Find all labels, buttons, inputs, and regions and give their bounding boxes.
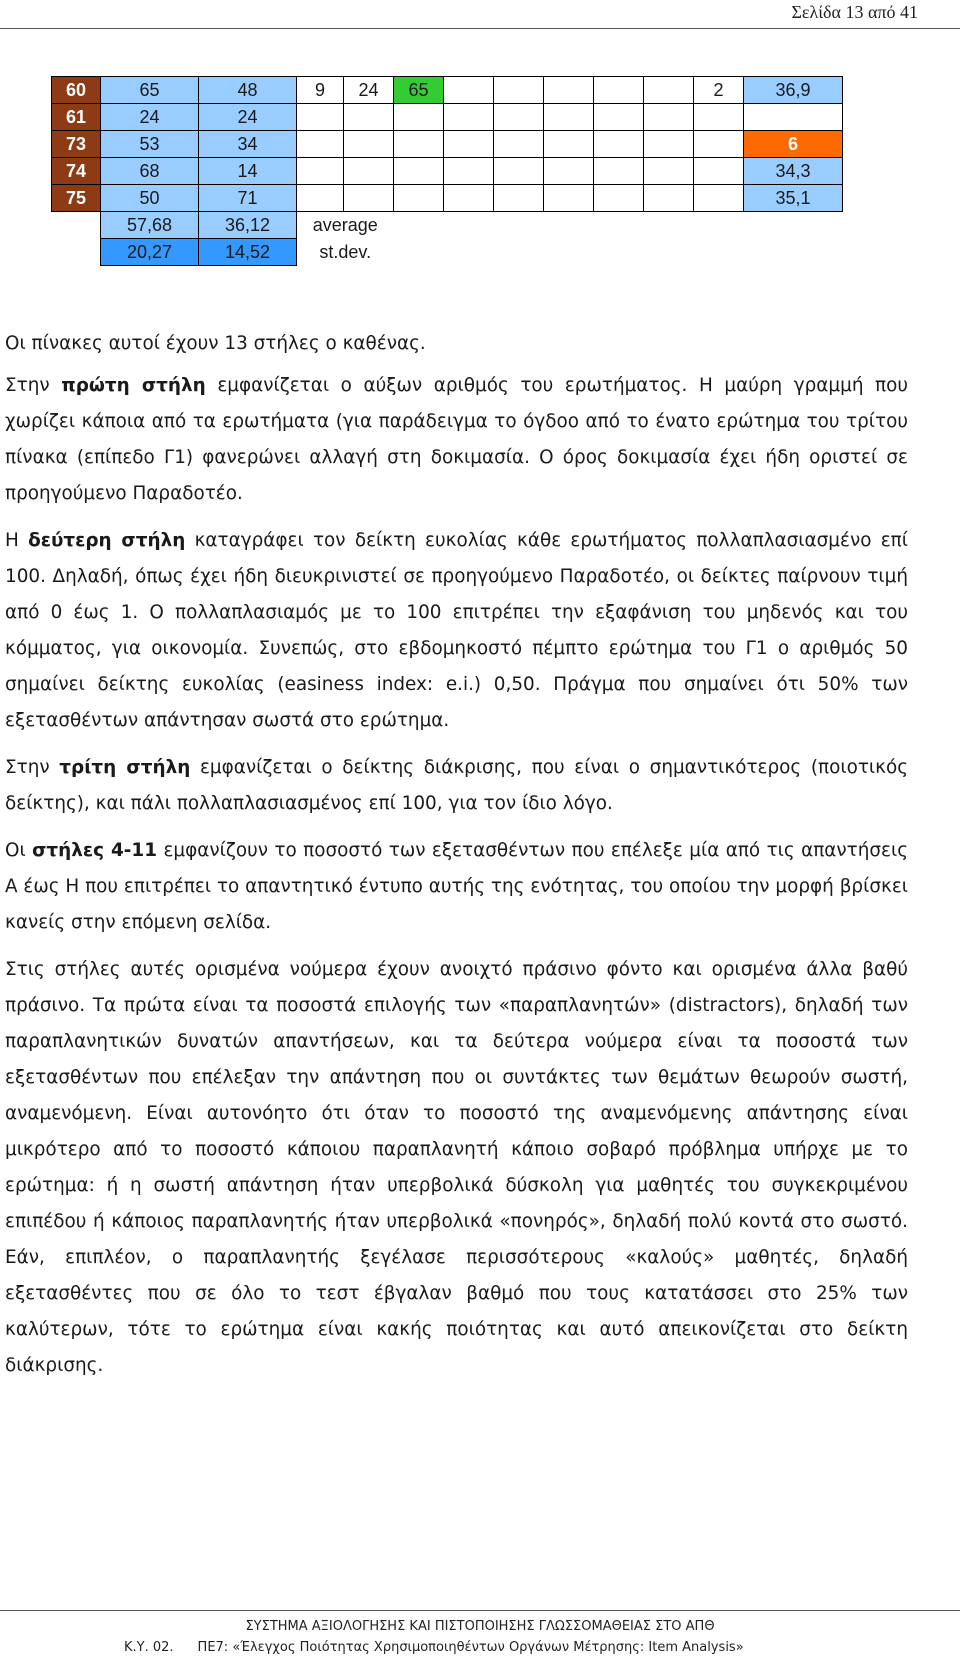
paragraph: Οι πίνακες αυτοί έχουν 13 στήλες ο καθένας. [5, 333, 426, 354]
option-cell [644, 104, 694, 131]
option-cell [594, 77, 644, 104]
header-divider [0, 28, 960, 29]
page-number: Σελίδα 13 από 41 [791, 2, 918, 22]
item-number-cell: 60 [52, 77, 101, 104]
option-cell [394, 131, 444, 158]
final-value-cell [744, 104, 843, 131]
stdev-easiness-cell: 20,27 [101, 239, 199, 266]
option-cell: 2 [694, 77, 744, 104]
easiness-cell: 53 [101, 131, 199, 158]
option-cell [444, 77, 494, 104]
easiness-cell: 50 [101, 185, 199, 212]
option-cell [594, 185, 644, 212]
item-number-cell: 61 [52, 104, 101, 131]
option-cell [344, 131, 394, 158]
paragraph-text: Στην [5, 757, 60, 778]
item-number-cell: 74 [52, 158, 101, 185]
empty-cell [394, 212, 843, 239]
paragraph: Στις στήλες αυτές ορισμένα νούμερα έχουν ανοιχτό πράσινο φόντο και ορισμένα άλλα βαθύ πράσινο. Τα πρώτα είναι τα ποσοστά επιλογής των «παραπλανητών» (distractors), δηλαδή των παραπλανητικών δυνατών απαντήσεων, και τα δεύτερα νούμερα είναι τα ποσοστά των εξετασθέντων που επέλεξαν την απάντηση που οι συντάκτες των θεμάτων θεωρούν σωστή, αναμενόμενη. Είναι αυτονόητο ότι όταν το ποσοστό της αναμενόμενης απάντησης είναι μικρότερο από το ποσοστό κάποιου παραπλανητή κάποιο σοβαρό πρόβλημα υπήρχε με το ερώτημα: ή η σωστή απάντηση ήταν υπερβολικά δύσκολη για μαθητές του συγκεκριμένου επιπέδου ή κάποιος παραπλανητής ήταν υπερβολικά «πονηρός», δηλαδή πολύ κοντά στο σωστό. Εάν, επιπλέον, ο παραπλανητής ξεγέλασε περισσότερους «καλούς» μαθητές, δηλαδή εξετασθέντες που σε όλο το τεστ έβγαλαν βαθμό που τους κατατάσσει στο 25% των καλύτερων, τότε το ερώτημα είναι κακής ποιότητας και αυτό απεικονίζεται στο δείκτη διάκρισης. [5, 959, 908, 1376]
paragraph-text: εμφανίζεται ο αύξων αριθμός του ερωτήματος. Η μαύρη γραμμή που χωρίζει κάποια από τα ερωτήματα (για παράδειγμα το όγδοο από το ένατο ερώτημα του τρίτου πίνακα (επίπεδο Γ1) φανερώνει αλλαγή στη δοκιμασία. Ο όρος δοκιμασία έχει ήδη οριστεί σε προηγούμενο Παραδοτέο. [5, 375, 909, 504]
table-row [52, 77, 843, 104]
option-cell [494, 104, 544, 131]
final-value-cell: 36,9 [744, 77, 843, 104]
footer-document-title: ΠΕ7: «Έλεγχος Ποιότητας Χρησιμοποιηθέντων Οργάνων Μέτρησης: Item Analysis» [197, 1640, 744, 1655]
paragraph-text: εμφανίζουν το ποσοστό των εξετασθέντων που επέλεξε μία από τις απαντήσεις Α έως Η που επιτρέπει το απαντητικό έντυπο αυτής της ενότητας, του οποίου την μορφή βρίσκει κανείς στην επόμενη σελίδα. [5, 840, 908, 933]
paragraph-text: εμφανίζεται ο δείκτης διάκρισης, που είναι ο σημαντικότερος (ποιοτικός δείκτης), και πάλι πολλαπλασιασμένος επί 100, για τον ίδιο λόγο. [5, 757, 909, 814]
option-cell [644, 77, 694, 104]
paragraph-text: Στην [5, 375, 62, 396]
option-cell [694, 185, 744, 212]
option-cell [297, 104, 344, 131]
option-cell [544, 158, 594, 185]
option-cell [297, 131, 344, 158]
body-text [5, 326, 908, 1395]
discrimination-cell: 34 [199, 131, 297, 158]
paragraph [5, 368, 908, 512]
option-cell [644, 131, 694, 158]
average-label: average [312, 214, 378, 235]
option-cell [494, 158, 544, 185]
final-value-cell: 34,3 [744, 158, 843, 185]
option-cell [344, 158, 394, 185]
option-cell [444, 104, 494, 131]
emphasis-text: πρώτη στήλη [61, 375, 206, 396]
table-row [52, 158, 843, 185]
paragraph-text: Οι [5, 840, 33, 861]
empty-cell [52, 239, 101, 266]
option-cell [594, 104, 644, 131]
option-cell [544, 77, 594, 104]
option-cell [297, 185, 344, 212]
footer-code: Κ.Υ. 02. [124, 1640, 174, 1655]
emphasis-text: δεύτερη στήλη [28, 530, 186, 551]
emphasis-text: τρίτη στήλη [59, 757, 191, 778]
paragraph-text: καταγράφει τον δείκτη ευκολίας κάθε ερωτήματος πολλαπλασιασμένο επί 100. Δηλαδή, όπως έχει ήδη διευκρινιστεί σε προηγούμενο Παραδοτέο, οι δείκτες παίρνουν τιμή από 0 έως 1. Ο πολλαπλασιαμός με το 100 επιτρέπει την εξαφάνιση του μηδενός και του κόμματος, για οικονομία. Συνεπώς, στο εβδομηκοστό πέμπτο ερώτημα του Γ1 ο αριθμός 50 σημαίνει δείκτης ευκολίας (easiness index: e.i.) 0,50. Πράγμα που σημαίνει ότι 50% των εξετασθέντων απάντησαν σωστά στο ερώτημα. [5, 530, 908, 731]
footer-divider [0, 1610, 960, 1611]
option-cell [494, 185, 544, 212]
option-cell [494, 77, 544, 104]
footer-title: ΣΥΣΤΗΜΑ ΑΞΙΟΛΟΓΗΣΗΣ ΚΑΙ ΠΙΣΤΟΠΟΙΗΣΗΣ ΓΛΩΣΣΟΜΑΘΕΙΑΣ ΣΤΟ ΑΠΘ [245, 1619, 715, 1634]
option-cell [394, 158, 444, 185]
paragraph-text: Η [5, 530, 29, 551]
option-cell [394, 104, 444, 131]
option-cell [344, 104, 394, 131]
option-cell [344, 185, 394, 212]
table-row [52, 104, 843, 131]
easiness-cell: 24 [101, 104, 199, 131]
stdev-label: st.dev. [319, 241, 372, 262]
stdev-discrimination-cell: 14,52 [199, 239, 297, 266]
option-cell [694, 131, 744, 158]
empty-cell [52, 212, 101, 239]
discrimination-cell: 14 [199, 158, 297, 185]
flagged-value-cell: 6 [744, 131, 843, 158]
discrimination-cell: 48 [199, 77, 297, 104]
paragraph [5, 833, 908, 941]
item-number-cell: 75 [52, 185, 101, 212]
option-cell [594, 158, 644, 185]
discrimination-cell: 71 [199, 185, 297, 212]
option-cell [544, 131, 594, 158]
option-cell [297, 158, 344, 185]
option-cell [694, 158, 744, 185]
option-cell [444, 158, 494, 185]
option-cell [644, 158, 694, 185]
option-cell [444, 185, 494, 212]
item-analysis-table [51, 76, 843, 266]
paragraph [5, 523, 908, 739]
option-cell [594, 131, 644, 158]
option-cell [694, 104, 744, 131]
easiness-cell: 68 [101, 158, 199, 185]
option-cell [394, 185, 444, 212]
option-cell: 9 [297, 77, 344, 104]
average-discrimination-cell: 36,12 [199, 212, 297, 239]
easiness-cell: 65 [101, 77, 199, 104]
item-number-cell: 73 [52, 131, 101, 158]
discrimination-cell: 24 [199, 104, 297, 131]
footer-subtitle [124, 1640, 744, 1655]
stdev-row [52, 239, 843, 266]
emphasis-text: στήλες 4-11 [32, 840, 158, 861]
final-value-cell: 35,1 [744, 185, 843, 212]
empty-cell [394, 239, 843, 266]
option-cell [544, 104, 594, 131]
option-cell: 24 [344, 77, 394, 104]
paragraph [5, 750, 908, 822]
option-cell [444, 131, 494, 158]
option-cell [494, 131, 544, 158]
average-row [52, 212, 843, 239]
table-row [52, 185, 843, 212]
correct-option-cell: 65 [394, 77, 444, 104]
option-cell [644, 185, 694, 212]
average-easiness-cell: 57,68 [101, 212, 199, 239]
option-cell [544, 185, 594, 212]
table-row [52, 131, 843, 158]
